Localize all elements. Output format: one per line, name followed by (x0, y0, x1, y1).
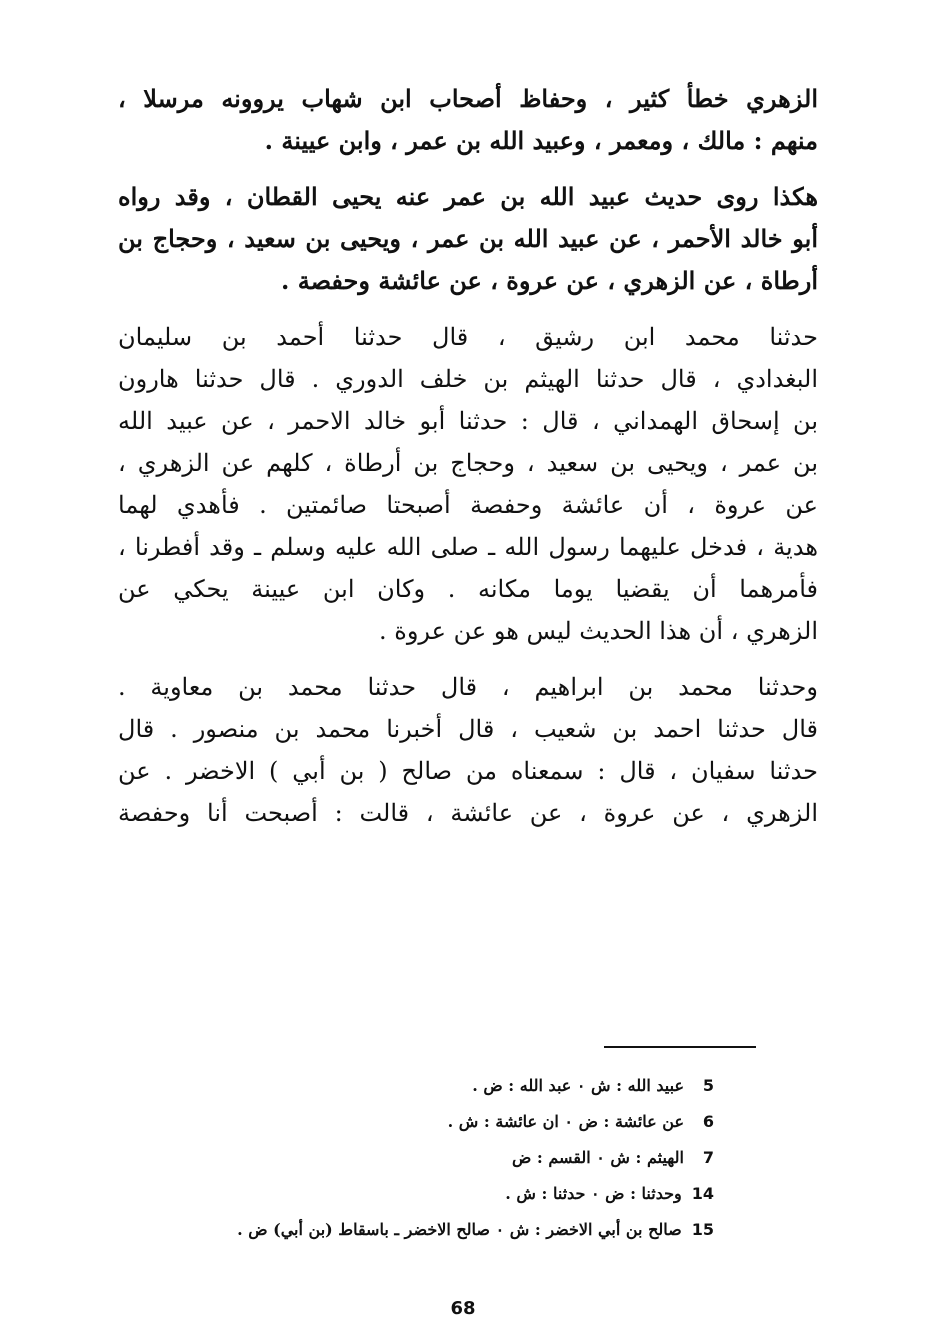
footnotes-list (118, 1068, 714, 1248)
bleed-through-text-bottom (118, 902, 818, 922)
body-line: بن إسحاق الهمداني ، قال : حدثنا أبو خالد الاحمر ، عن عبيد الله (118, 407, 818, 435)
footnote (118, 1176, 714, 1212)
footnote-number: 7 (702, 1148, 714, 1167)
footnote-number: 15 (691, 1220, 714, 1239)
body-line: حدثنا سفيان ، قال : سمعناه من صالح ( بن أبي ) الاخضر . عن (118, 757, 818, 785)
footnote-text: عن عائشة : ض ٠ ان عائشة : ش . (447, 1112, 684, 1131)
body-line: أرطاة ، عن الزهري ، عن عروة ، عن عائشة وحفصة . (281, 266, 818, 295)
paragraph-gap (118, 302, 818, 316)
body-line: الزهري خطأ كثير ، وحفاظ أصحاب ابن شهاب يروونه مرسلا ، (118, 84, 818, 113)
footnote-number: 5 (702, 1076, 714, 1095)
footnote (118, 1212, 714, 1248)
body-line: الزهري ، عن عروة ، عن عائشة ، قالت : أصبحت أنا وحفصة (118, 799, 818, 827)
body-line: البغدادي ، قال حدثنا الهيثم بن خلف الدوري . قال حدثنا هارون (118, 365, 818, 393)
body-line: الزهري ، أن هذا الحديث ليس هو عن عروة . (379, 617, 818, 645)
footnote (118, 1068, 714, 1104)
body-line: فأمرهما أن يقضيا يوما مكانه . وكان ابن عيينة يحكي عن (118, 575, 818, 603)
body-line: منهم : مالك ، ومعمر ، وعبيد الله بن عمر ، وابن عيينة . (264, 126, 818, 155)
body-line: هدية ، فدخل عليهما رسول الله ـ صلى الله عليه وسلم ـ وقد أفطرنا ، (118, 533, 818, 561)
footnote-text: الهيثم : ش ٠ القسم : ض (511, 1148, 684, 1167)
body-line: أبو خالد الأحمر ، عن عبيد الله بن عمر ، ويحيى بن سعيد ، وحجاج بن (118, 224, 818, 253)
page-number: 68 (450, 1298, 476, 1319)
footnote-number: 14 (691, 1184, 714, 1203)
body-line: عن عروة ، أن عائشة وحفصة أصبحتا صائمتين . فأهدي لهما (118, 491, 818, 519)
footnote-text: صالح بن أبي الاخضر : ش ٠ صالح الاخضر ـ باسقاط (بن أبي) ض . (237, 1220, 682, 1239)
paragraph-gap (118, 652, 818, 666)
footnote-text: عبيد الله : ش ٠ عبد الله : ض . (472, 1076, 684, 1095)
body-line: قال حدثنا احمد بن شعيب ، قال أخبرنا محمد بن منصور . قال (118, 715, 818, 743)
body-line: وحدثنا محمد بن ابراهيم ، قال حدثنا محمد بن معاوية . (118, 673, 818, 701)
body-line: بن عمر ، ويحيى بن سعيد ، وحجاج بن أرطاة ، كلهم عن الزهري ، (118, 449, 818, 477)
footnotes-divider (604, 1046, 756, 1048)
body-line: حدثنا محمد ابن رشيق ، قال حدثنا أحمد بن سليمان (118, 323, 818, 351)
footnote-text: وحدثنا : ض ٠ حدثنا : ش . (505, 1184, 682, 1203)
paragraph-gap (118, 162, 818, 176)
main-body-text (118, 78, 818, 834)
footnote-number: 6 (702, 1112, 714, 1131)
bleed-through-text-top (118, 60, 818, 80)
body-line: هكذا روى حديث عبيد الله بن عمر عنه يحيى القطان ، وقد رواه (118, 182, 818, 211)
footnote (118, 1140, 714, 1176)
footnote (118, 1104, 714, 1140)
